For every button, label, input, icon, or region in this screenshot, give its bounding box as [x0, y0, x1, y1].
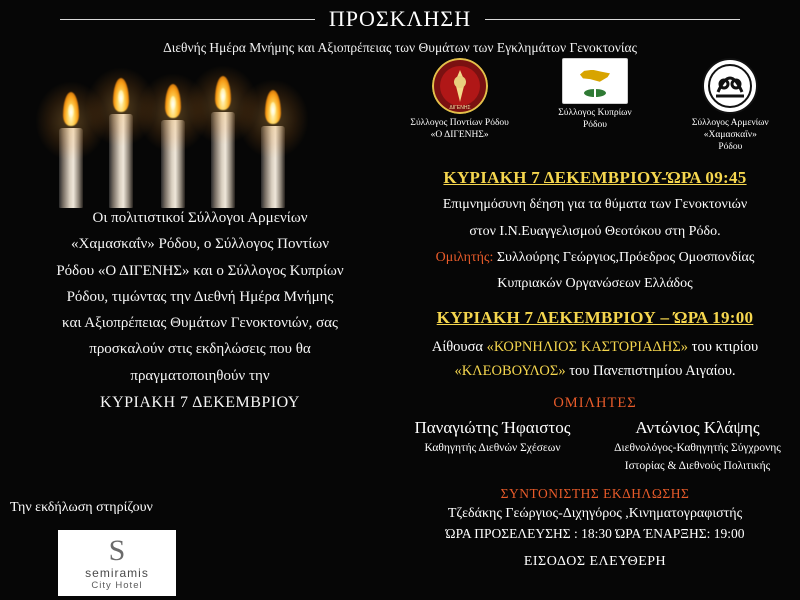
emblem-pontian [397, 58, 522, 142]
emblem-caption-line: «Ο ΔΙΓΕΝΗΣ» [430, 129, 489, 140]
page-title: ΠΡΟΣΚΛΗΣΗ [328, 6, 472, 31]
emblem-caption [668, 118, 793, 154]
title-row [0, 6, 800, 32]
body-line: Ρόδου «Ο ΔΙΓΕΝΗΣ» και ο Σύλλογος Κυπρίων [56, 262, 344, 279]
speaker-name: Αντώνιος Κλάψης [635, 417, 760, 437]
cyprus-flag-icon [562, 58, 628, 104]
emblem-caption-line: Σύλλογος Αρμενίων [691, 118, 769, 128]
event1-datetime: ΚΥΡΙΑΚΗ 7 ΔΕΚΕΜΒΡΙΟΥ-ΏΡΑ 09:45 [443, 167, 747, 187]
sponsor-name: semiramis [85, 566, 149, 580]
sponsor-subtitle: City Hotel [91, 580, 143, 591]
emblem-caption [532, 108, 657, 132]
poster-header [0, 6, 800, 56]
event2-venue [395, 336, 795, 382]
flame-icon [113, 78, 129, 112]
speaker-label: Ομιλητής: [435, 250, 494, 265]
candle-wax [59, 128, 83, 208]
support-label: Την εκδήλωση στηρίζουν [10, 500, 153, 515]
venue-building: «ΚΛΕΟΒΟΥΛΟΣ» [454, 362, 566, 379]
sponsor-logo [58, 530, 176, 596]
armenian-association-emblem [702, 58, 758, 114]
candle-flame-icon [210, 76, 236, 210]
cyprus-map-shape [580, 70, 610, 82]
body-line: «Χαμασκαΐν» Ρόδου, ο Σύλλογος Ποντίων [71, 236, 329, 253]
speakers-heading: ΟΜΙΛΗΤΕΣ [553, 394, 637, 411]
venue-suffix: του Πανεπιστημίου Αιγαίου. [565, 362, 736, 379]
right-column [395, 58, 795, 570]
body-line: Οι πολιτιστικοί Σύλλογοι Αρμενίων [92, 210, 308, 226]
speakers-row [395, 418, 795, 474]
flame-icon [165, 84, 181, 118]
candles-group [52, 70, 352, 210]
speaker-card [600, 418, 795, 474]
flame-icon [63, 92, 79, 126]
speaker-role: Καθηγητής Διεθνών Σχέσεων [424, 441, 561, 454]
sponsor-mark: S [108, 534, 126, 567]
candle-wax [261, 126, 285, 208]
page-subtitle: Διεθνής Ημέρα Μνήμης και Αξιοπρέπειας των Θυμάτων των Εγκλημάτων Γενοκτονίας [163, 40, 637, 55]
event-times: ΏΡΑ ΠΡΟΣΕΛΕΥΣΗΣ : 18:30 ΏΡΑ ΈΝΑΡΞΗΣ: 19:00 [445, 525, 745, 541]
body-date-line: ΚΥΡΙΑΚΗ 7 ΔΕΚΕΜΒΡΙΟΥ [100, 393, 300, 411]
speaker-name: Συλλούρης Γεώργιος,Πρόεδρος Ομοσπονδίας [493, 250, 755, 265]
candle-wax [161, 120, 185, 208]
event1-description-line1: Επιμνημόσυνη δέηση για τα θύματα των Γενοκτονιών [442, 196, 748, 212]
venue-mid: του κτιρίου [688, 339, 759, 356]
emblem-caption-line: «Χαμασκαΐν» [703, 129, 757, 140]
candle-wax [211, 112, 235, 208]
emblem-caption-line: Σύλλογος Κυπρίων [558, 108, 632, 118]
speaker-role: Ιστορίας & Διεθνούς Πολιτικής [624, 459, 771, 472]
emblem-armenian [668, 58, 793, 154]
body-line: Ρόδου, τιμώντας την Διεθνή Ημέρα Μνήμης [66, 288, 334, 305]
entrance-notice: ΕΙΣΟΔΟΣ ΕΛΕΥΘΕΡΗ [523, 553, 667, 569]
title-rule-left [60, 19, 315, 20]
event2-datetime: ΚΥΡΙΑΚΗ 7 ΔΕΚΕΜΒΡΙΟΥ – ΏΡΑ 19:00 [436, 308, 754, 328]
title-rule-right [485, 19, 740, 20]
speaker-name: Παναγιώτης Ήφαιστος [414, 417, 571, 437]
emblem-caption [397, 118, 522, 142]
venue-hall: «ΚΟΡΝΗΛΙΟΣ ΚΑΣΤΟΡΙΑΔΗΣ» [486, 339, 689, 356]
candle-flame-icon [58, 92, 84, 210]
event1-speaker [395, 247, 795, 269]
svg-text:ΔΙΓΕΝΗΣ: ΔΙΓΕΝΗΣ [449, 105, 471, 111]
body-line: προσκαλούν στις εκδηλώσεις που θα [89, 341, 311, 358]
emblem-caption-line: Ρόδου [583, 119, 607, 130]
speaker-card [395, 418, 590, 474]
emblems-row [395, 58, 795, 154]
candle-wax [109, 114, 133, 208]
flame-icon [265, 90, 281, 124]
coordinator-name: Τζεδάκης Γεώργιος-Διχηγόρος ,Κινηματογραφιστής [447, 505, 743, 521]
emblem-caption-line: Ρόδου [718, 141, 743, 152]
candle-flame-icon [260, 90, 286, 210]
coordinator-heading: ΣΥΝΤΟΝΙΣΤΗΣ ΕΚΔΗΛΩΣΗΣ [500, 485, 690, 501]
flame-icon [215, 76, 231, 110]
event1-description-line2: στον Ι.Ν.Ευαγγελισμού Θεοτόκου στη Ρόδο. [469, 224, 721, 240]
invitation-body [20, 205, 380, 417]
body-line: και Αξιοπρέπειας Θυμάτων Γενοκτονιών, σας [62, 315, 338, 331]
emblem-cyprus [532, 58, 657, 132]
pontian-association-emblem [432, 58, 488, 114]
speaker-role: Διεθνολόγος-Καθηγητής Σύγχρονης [614, 441, 781, 454]
event1-speaker-line2: Κυπριακών Οργανώσεων Ελλάδος [497, 275, 693, 291]
body-line: πραγματοποιηθούν την [130, 367, 270, 384]
olive-branches-shape [584, 89, 606, 97]
emblem-caption-line: Σύλλογος Ποντίων Ρόδου [410, 118, 509, 128]
candle-flame-icon [108, 78, 134, 210]
candle-flame-icon [160, 84, 186, 210]
venue-prefix: Αίθουσα [431, 339, 487, 356]
